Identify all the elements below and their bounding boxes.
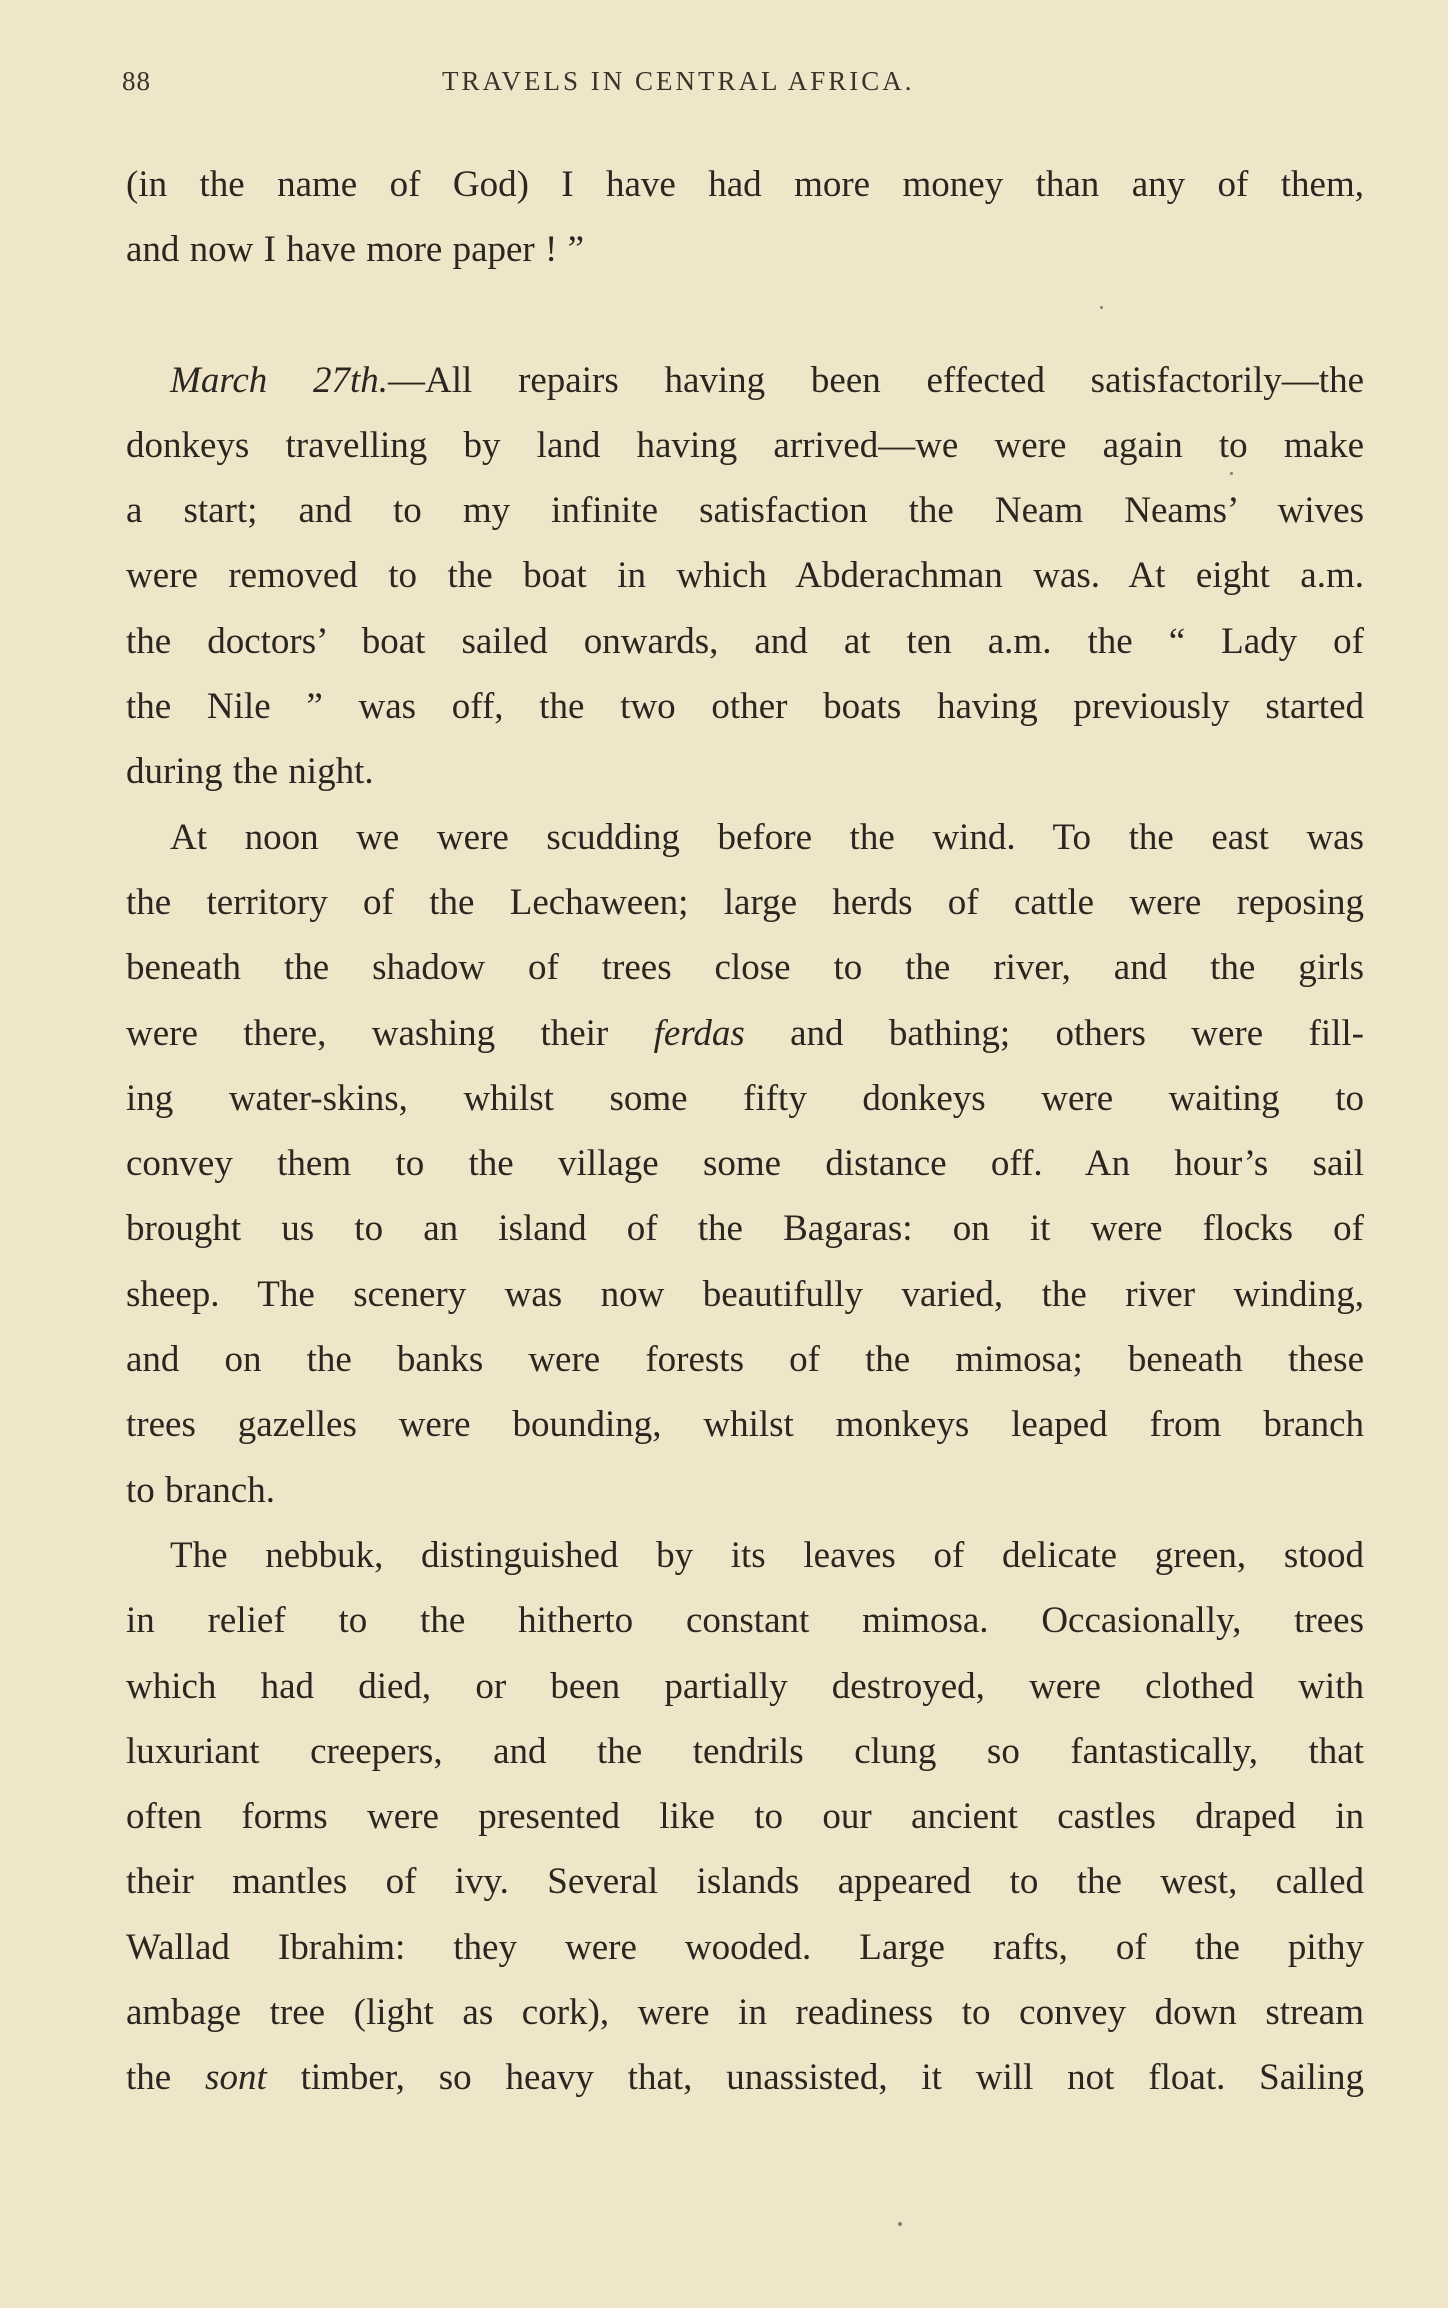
text-line: Wallad Ibrahim: they were wooded. Large rafts, of the pithy — [126, 1926, 1364, 1968]
text-line: The nebbuk, distinguished by its leaves of delicate green, stood — [170, 1534, 1364, 1576]
text-line: luxuriant creepers, and the tendrils clung so fantastically, that — [126, 1730, 1364, 1772]
paper-speck — [898, 2222, 902, 2226]
text-line: in relief to the hitherto constant mimosa. Occasionally, trees — [126, 1600, 1364, 1642]
running-head — [122, 66, 1362, 106]
text-line: ing water-skins, whilst some fifty donkeys were waiting to — [126, 1077, 1364, 1119]
mixed-line — [126, 1001, 1364, 1066]
text-line: were removed to the boat in which Abderachman was. At eight a.m. — [126, 555, 1364, 597]
text-line: a start; and to my infinite satisfaction the Neam Neams’ wives — [126, 490, 1364, 532]
text-line: the doctors’ boat sailed onwards, and at ten a.m. the “ Lady of — [126, 620, 1364, 662]
text-line: and on the banks were forests of the mimosa; beneath these — [126, 1339, 1364, 1381]
text-line: trees gazelles were bounding, whilst monkeys leaped from branch — [126, 1404, 1364, 1446]
text-line: donkeys travelling by land having arrived—we were again to make — [126, 424, 1364, 466]
text-line: beneath the shadow of trees close to the river, and the girls — [126, 947, 1364, 989]
text-line: (in the name of God) I have had more money than any of them, — [126, 164, 1364, 205]
text-line: brought us to an island of the Bagaras: on it were flocks of — [126, 1208, 1364, 1250]
text-run: the — [126, 2057, 172, 2099]
body-text — [126, 152, 1364, 2111]
text-line: often forms were presented like to our ancient castles draped in — [126, 1796, 1364, 1838]
date-heading: March 27th. — [170, 359, 389, 401]
text-run: timber, so heavy that, unassisted, it will not float. Sailing — [300, 2057, 1365, 2099]
italic-word: sont — [205, 2057, 267, 2099]
dated-entry-line — [126, 348, 1364, 413]
text-line: during the night. — [126, 751, 374, 793]
running-title: TRAVELS IN CENTRAL AFRICA. — [442, 66, 915, 96]
text-line: At noon we were scudding before the wind. To the east was — [170, 816, 1364, 858]
mixed-line — [126, 2045, 1364, 2110]
text-line: convey them to the village some distance off. An hour’s sail — [126, 1143, 1364, 1185]
text-run: were there, washing their — [126, 1012, 609, 1054]
text-line: which had died, or been partially destroyed, were clothed with — [126, 1665, 1364, 1707]
italic-word: ferdas — [653, 1012, 745, 1054]
paragraph-gap — [126, 283, 1364, 348]
text-line: sheep. The scenery was now beautifully varied, the river winding, — [126, 1273, 1364, 1315]
text-line: the territory of the Lechaween; large herds of cattle were reposing — [126, 881, 1364, 923]
page-number: 88 — [122, 66, 151, 96]
text-line: ambage tree (light as cork), were in readiness to convey down stream — [126, 1992, 1364, 2034]
paper-speck — [1230, 472, 1233, 475]
text-run: and bathing; others were fill- — [790, 1012, 1365, 1054]
paper-speck — [1100, 306, 1103, 309]
text-line: their mantles of ivy. Several islands appeared to the west, called — [126, 1861, 1364, 1903]
text-line: and now I have more paper ! ” — [126, 229, 584, 271]
text-line: the Nile ” was off, the two other boats having previously started — [126, 686, 1364, 728]
text-line: to branch. — [126, 1469, 275, 1511]
text-run: —All repairs having been effected satisfactorily—the — [388, 359, 1364, 401]
